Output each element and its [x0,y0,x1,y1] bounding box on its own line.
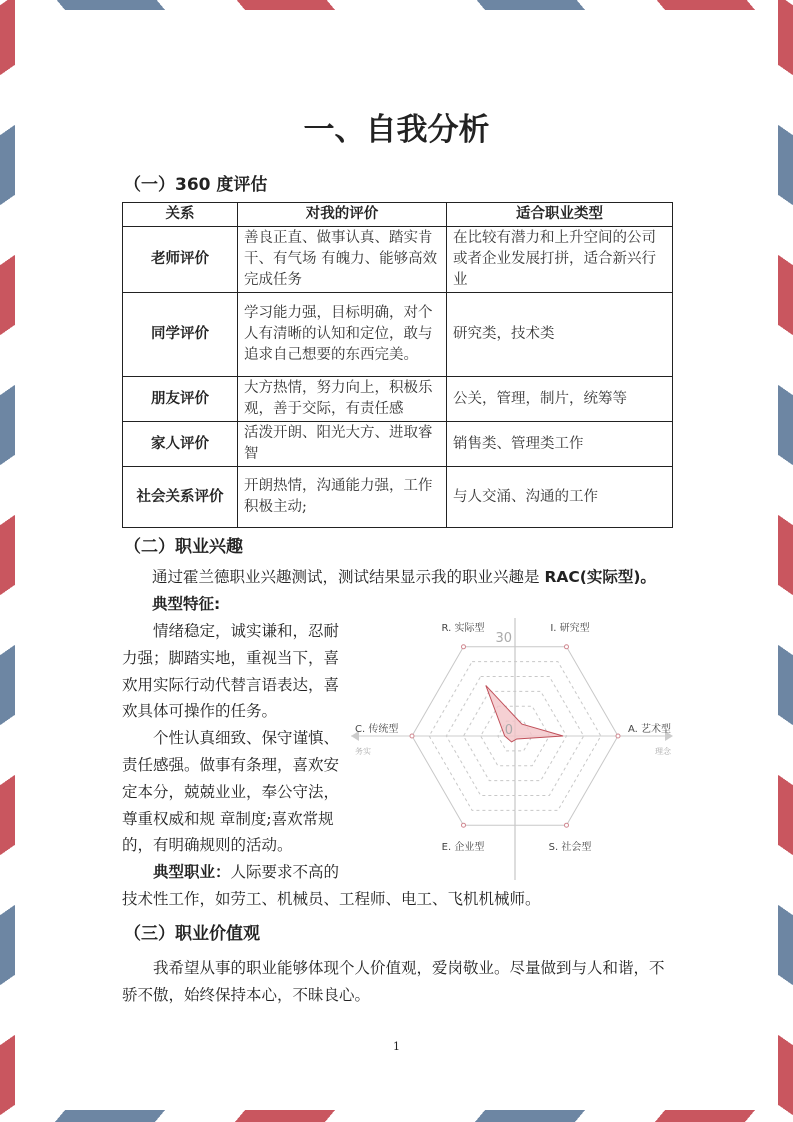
job-label: 典型职业： [153,863,231,882]
table-row [123,293,673,377]
relation-cell: 老师评价 [123,227,238,293]
left-axis-label: 务实 [355,747,371,756]
relation-cell: 家人评价 [123,422,238,467]
paragraph: 个性认真细致、保守谨慎、责任感强。做事有条理，喜欢安定本分，兢兢业业，奉公守法，尊重权威和规 章制度;喜欢常规的，有明确规则的活动。 [122,729,340,855]
feature-label [152,591,220,618]
page-number: 1 [393,1040,400,1053]
axis-vertex-marker [462,823,466,827]
career-cell: 研究类，技术类 [447,293,673,377]
career-cell: 销售类、管理类工作 [447,422,673,467]
airmail-border-left [0,0,15,1122]
section-heading-interest: （二）职业兴趣 [124,537,243,557]
category-label: E. 企业型 [441,842,485,853]
header-cell: 对我的评价 [238,203,447,227]
section-heading-values: （三）职业价值观 [124,924,260,944]
airmail-border-bottom [0,1110,793,1122]
table-row [123,377,673,422]
airmail-border-right [778,0,793,1122]
career-cell: 在比较有潜力和上升空间的公司或者企业发展打拼，适合新兴行业 [447,227,673,293]
tick-label: 0 [504,723,513,738]
page-title: 一、自我分析 [303,112,490,148]
axis-vertex-marker [565,823,569,827]
paragraph: 情绪稳定，诚实谦和，忍耐力强；脚踏实地，重视当下，喜欢用实际行动代替言语表达，喜欢具体可操作的任务。 [122,622,340,721]
interest-description [122,618,677,913]
interest-intro [152,564,656,591]
evaluation-cell: 大方热情，努力向上，积极乐观，善于交际，有责任感 [238,377,447,422]
axis-vertex-marker [565,645,569,649]
relation-cell: 朋友评价 [123,377,238,422]
category-label: I. 研究型 [550,623,590,634]
values-paragraph: 我希望从事的职业能够体现个人价值观，爱岗敬业。尽量做到与人和谐，不骄不傲，始终保持本心，不昧良心。 [122,959,665,1004]
evaluation-cell: 活泼开朗、阳光大方、进取睿智 [238,422,447,467]
header-cell: 适合职业类型 [447,203,673,227]
career-cell: 公关，管理，制片，统筹等 [447,377,673,422]
table-row [123,227,673,293]
category-label: S. 社会型 [548,842,592,853]
evaluation-table [122,202,673,528]
holland-radar-chart [347,618,677,880]
feature-label-text: 典型特征: [152,595,221,613]
axis-vertex-marker [410,734,414,738]
relation-cell: 社会关系评价 [123,467,238,528]
section-heading-360: （一）360 度评估 [124,175,268,195]
category-label: A. 艺术型 [627,724,671,735]
data-series-area [486,685,563,741]
table-row [123,467,673,528]
table-row [123,422,673,467]
axis-vertex-marker [616,734,620,738]
evaluation-cell: 开朗热情，沟通能力强，工作积极主动; [238,467,447,528]
right-axis-label: 理念 [655,747,671,756]
axis-vertex-marker [462,645,466,649]
relation-cell: 同学评价 [123,293,238,377]
evaluation-cell: 善良正直、做事认真、踏实肯干、有气场 有魄力、能够高效完成任务 [238,227,447,293]
tick-label: 30 [495,631,512,646]
airmail-border-top [0,0,793,10]
interest-result: RAC(实际型)。 [544,568,656,586]
intro-text: 通过霍兰德职业兴趣测试，测试结果显示我的职业兴趣是 [152,568,545,586]
table-header-row [123,203,673,227]
job-text: 人际要求不高的技术性工作，如劳工、机械员、工程师、电工、飞机机械师。 [122,863,541,908]
evaluation-cell: 学习能力强，目标明确，对个人有清晰的认知和定位，敢与追求自己想要的东西完美。 [238,293,447,377]
category-label: C. 传统型 [355,724,399,735]
category-label: R. 实际型 [441,623,485,634]
header-cell: 关系 [123,203,238,227]
career-cell: 与人交涌、沟通的工作 [447,467,673,528]
